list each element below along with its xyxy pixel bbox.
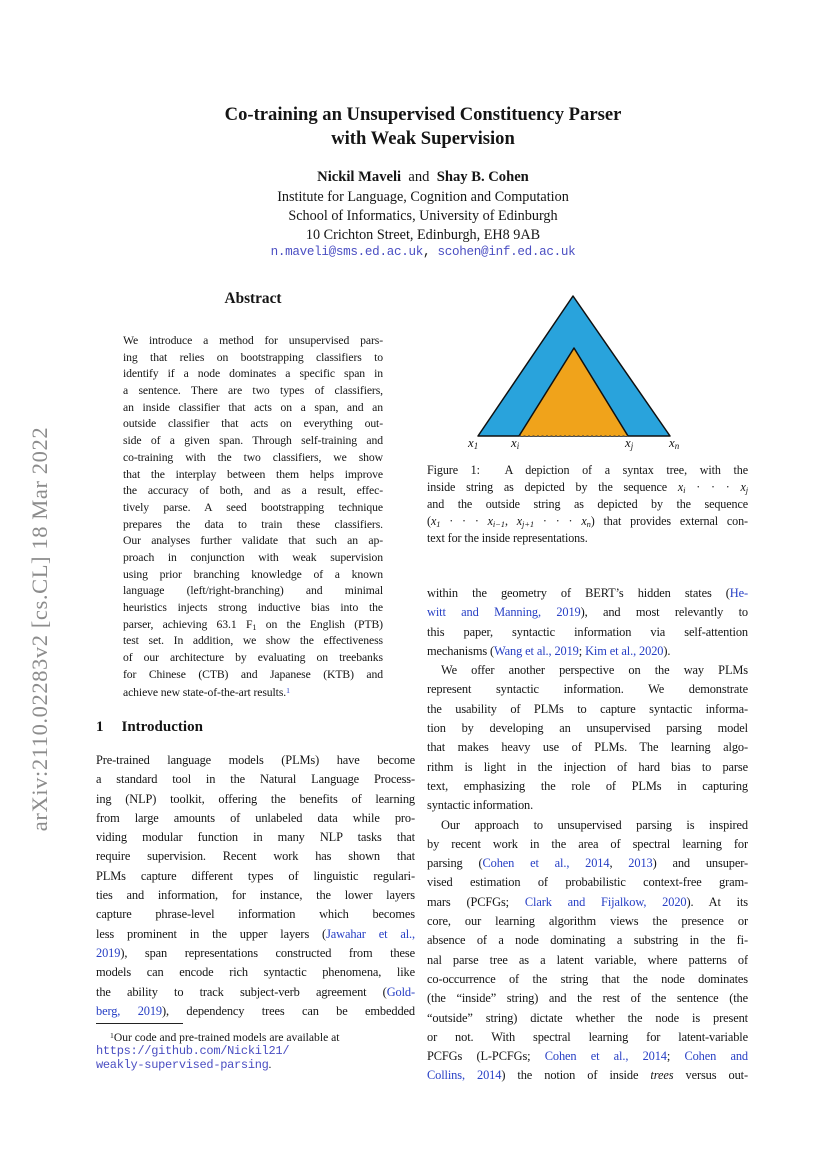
text-line: mars (PCFGs; Clark and Fijalkow, 2020). At its <box>427 894 748 909</box>
affiliation-line-2: School of Informatics, University of Edinburgh <box>288 208 558 224</box>
text-line: ing (NLP) toolkit, offering the benefits of learning <box>96 791 415 806</box>
footnote-ref[interactable]: 1 <box>286 686 290 696</box>
footnote-text <box>96 1029 415 1073</box>
figure-caption <box>427 462 748 547</box>
url-link[interactable]: https://github.com/Nickil21/ <box>96 1043 290 1058</box>
text-line: $^1$Our code and pre-trained models are available at <box>110 1031 340 1044</box>
text-line: of our architecture by evaluating on treebanks <box>123 651 383 665</box>
intro-paragraph <box>96 751 415 1021</box>
url-link[interactable]: n.maveli@sms.ed.ac.uk <box>270 245 423 259</box>
text-line: ing that relies on bootstrapping classifiers to <box>123 350 383 364</box>
text-line: from large amounts of unlabeled data while pro- <box>96 810 415 825</box>
text-line: co-occurrence of the string that the node dominates <box>427 971 748 986</box>
text-line: outside classifier that acts on everything out- <box>123 417 383 431</box>
text-line: a standard tool in the Natural Language Process- <box>96 772 415 787</box>
footnote-rule <box>96 1023 183 1024</box>
abstract-heading: Abstract <box>224 290 282 307</box>
text-line: achieve new state-of-the-art results.$^1$ <box>123 686 290 700</box>
text-line: text, emphasizing the role of PLMs in capturing <box>427 778 748 793</box>
text-line: tively parse. A seed bootstrapping technique <box>123 500 383 514</box>
text-line: an inside classifier that acts on a span, and an <box>123 400 383 414</box>
text-line: require supervision. Recent work has shown that <box>96 849 415 864</box>
citation-link[interactable]: Kim et al., 2020 <box>585 643 664 658</box>
citation-link[interactable]: 2019 <box>96 945 121 960</box>
text-line: capture phrase-level information which becomes <box>96 907 415 922</box>
citation-link[interactable]: Jawahar et al., <box>326 926 415 941</box>
text-line: We offer another perspective on the way PLMs <box>441 663 748 678</box>
citation-link[interactable]: Wang et al., 2019 <box>494 643 579 658</box>
text-line: by recent work in the area of spectral learning for <box>427 836 748 851</box>
text-line: Our analyses further validate that such an ap- <box>123 534 383 548</box>
citation-link[interactable]: Collins, 2014 <box>427 1068 502 1083</box>
text-line: parser, achieving 63.1 F1 on the English (PTB) <box>123 617 383 632</box>
citation-link[interactable]: Cohen et al., 2014 <box>482 856 610 871</box>
text-line: Figure 1: A depiction of a syntax tree, with the <box>427 463 748 477</box>
title-line-2: with Weak Supervision <box>331 127 515 149</box>
text-line: language (left/right-branching) and minimal <box>123 584 383 598</box>
text-line: less prominent in the upper layers (Jawahar et al., <box>96 926 415 941</box>
text-line: syntactic information. <box>427 798 534 813</box>
text-line: “outside” string) dictate whether the node is present <box>427 1010 748 1025</box>
text-line: berg, 2019), dependency trees can be embedded <box>96 1003 415 1018</box>
text-line: (x1 · · · xi−1, xj+1 · · · xn) that provides external con- <box>427 514 748 530</box>
author-emails: n.maveli@sms.ed.ac.uk, scohen@inf.ed.ac.uk <box>270 245 576 259</box>
text-line: that the interplay between them helps improve <box>123 467 383 481</box>
text-line: this paper, syntactic information via self-attention <box>427 624 748 639</box>
text-line: the accuracy of both, and as a result, effec- <box>123 484 383 498</box>
footnote <box>96 1023 415 1073</box>
figure-label-x1: x1 <box>468 436 479 452</box>
text-line <box>96 1044 415 1059</box>
affiliation-line-1: Institute for Language, Cognition and Computation <box>277 189 569 205</box>
citation-link[interactable]: witt and Manning, 2019 <box>427 605 581 620</box>
title-line-1: Co-training an Unsupervised Constituency Parser <box>224 104 622 125</box>
text-line: witt and Manning, 2019), and most relevantly to <box>427 605 748 620</box>
text-line: inside string as depicted by the sequence xi · · · xj <box>427 480 748 496</box>
right-column <box>427 0 748 1170</box>
abstract-text <box>123 333 383 700</box>
citation-link[interactable]: Clark and Fijalkow, 2020 <box>524 894 687 909</box>
text-line: parsing (Cohen et al., 2014, 2013) and unsuper- <box>427 856 748 871</box>
text-line: or not. With spectral learning for latent-variable <box>427 1029 748 1044</box>
text-line: text for the inside representations. <box>427 531 588 545</box>
figure-label-xj: xj <box>625 436 634 452</box>
url-link[interactable]: scohen@inf.ed.ac.uk <box>437 245 576 259</box>
text-line: test set. In addition, we show the effectiveness <box>123 634 383 648</box>
text-line: tion by developing an unsupervised parsing model <box>427 721 748 736</box>
text-line: co-training with the two classifiers, we show <box>123 450 383 464</box>
text-line: 2019), span representations constructed from these <box>96 945 415 960</box>
text-line: weakly-supervised-parsing. <box>96 1058 272 1073</box>
text-line: nal parse tree as a latent variable, where patterns of <box>427 952 748 967</box>
figure-syntax-tree <box>427 0 748 460</box>
citation-link[interactable]: Cohen and <box>684 1049 748 1064</box>
left-column <box>96 0 415 1170</box>
citation-link[interactable]: Gold- <box>386 984 415 999</box>
text-line: and the outside string as depicted by the sequence <box>427 497 748 511</box>
figure-label-xi: xi <box>511 436 520 452</box>
authors-line: Nickil Maveli and Shay B. Cohen <box>317 169 529 185</box>
right-column-text <box>427 584 748 1086</box>
text-line: (the “inside” string) and the rest of the sentence (the <box>427 991 748 1006</box>
citation-link[interactable]: 2013 <box>628 856 653 871</box>
text-line: models can encode rich syntactic phenomena, like <box>96 965 415 980</box>
section-title: Introduction <box>121 719 203 735</box>
text-line: absence of a node dominating a substring in the fi- <box>427 933 748 948</box>
text-line: prepares the data to train these classifiers. <box>123 517 383 531</box>
text-line: vised estimation of probabilistic context-free gram- <box>427 875 748 890</box>
text-line: viding modular function in many NLP tasks that <box>96 830 415 845</box>
text-line: mechanisms (Wang et al., 2019; Kim et al., 2020). <box>427 643 671 658</box>
citation-link[interactable]: Cohen et al., 2014 <box>544 1049 667 1064</box>
text-line: represent syntactic information. We demonstrate <box>427 682 748 697</box>
arxiv-watermark: arXiv:2110.02283v2 [cs.CL] 18 Mar 2022 <box>27 426 52 832</box>
text-line: We introduce a method for unsupervised pars- <box>123 334 383 347</box>
text-line: proach in conjunction with weak supervision <box>123 550 383 564</box>
url-link[interactable]: weakly-supervised-parsing <box>96 1058 269 1073</box>
paragraph-bert-states <box>427 584 748 661</box>
text-line: rithm is light in the injection of hard bias to parse <box>427 759 748 774</box>
section-heading-introduction <box>96 719 203 736</box>
text-line: the ability to track subject-verb agreement (Gold- <box>96 984 415 999</box>
text-line: a sentence. There are two types of classifiers, <box>123 384 383 398</box>
text-line: within the geometry of BERT’s hidden states (He- <box>427 586 748 600</box>
text-line: PLMs capture different types of linguistic regulari- <box>96 868 415 883</box>
section-number: 1 <box>96 719 104 735</box>
text-line: Collins, 2014) the notion of inside trees versus out- <box>427 1068 748 1083</box>
text-line: ties and information, for instance, the lower layers <box>96 888 415 903</box>
text-line: using prior branching knowledge of a known <box>123 567 383 581</box>
syntax-tree-drawing <box>468 290 680 442</box>
text-line: that makes heavy use of PLMs. The learning algo- <box>427 740 748 755</box>
affiliation-line-3: 10 Crichton Street, Edinburgh, EH8 9AB <box>305 227 541 243</box>
text-line: heuristics injects strong inductive bias into the <box>123 601 383 614</box>
text-line: Pre-trained language models (PLMs) have become <box>96 753 415 767</box>
figure-label-xn: xn <box>669 436 680 452</box>
text-line: the usability of PLMs to capture syntactic informa- <box>427 701 748 716</box>
text-line: Our approach to unsupervised parsing is inspired <box>441 817 748 832</box>
text-line: for Chinese (CTB) and Japanese (KTB) and <box>123 667 383 681</box>
paragraph-approach <box>427 816 748 1086</box>
paragraph-perspective <box>427 661 748 815</box>
text-line: PCFGs (L-PCFGs; Cohen et al., 2014; Cohen and <box>427 1049 748 1064</box>
text-line: identify if a node dominates a specific span in <box>123 367 383 381</box>
text-line: side of a given span. Through self-training and <box>123 434 383 448</box>
citation-link[interactable]: He- <box>729 586 748 600</box>
text-line: core, our learning algorithm views the presence or <box>427 914 748 929</box>
citation-link[interactable]: berg, 2019 <box>96 1003 162 1018</box>
